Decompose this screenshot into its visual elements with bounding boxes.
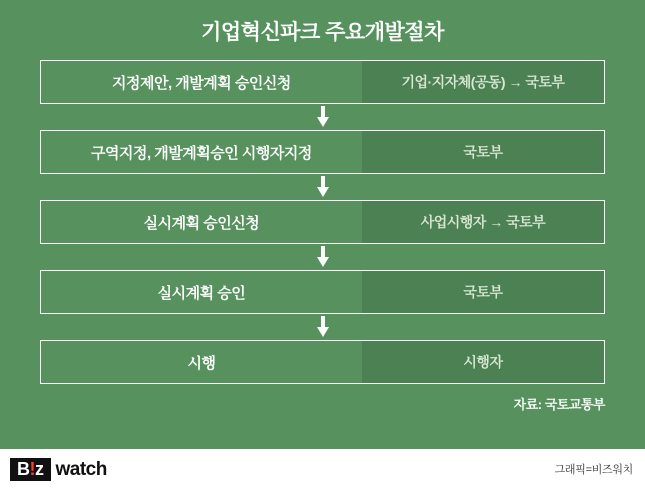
- flow-step-5-label: 시행: [187, 354, 216, 372]
- flow-step-4: [40, 270, 605, 314]
- flow-step-3: [40, 200, 605, 244]
- logo-text: watch: [55, 458, 107, 480]
- flow-arrow-3: [40, 244, 605, 270]
- page-title: 기업혁신파크 주요개발절차: [201, 21, 444, 44]
- graphic-credit: 그래픽=비즈워치: [554, 464, 633, 476]
- footer-bar: [0, 449, 645, 489]
- logo-mark-z: z: [35, 458, 44, 479]
- flow-step-3-actor: 사업시행자 → 국토부: [362, 201, 604, 243]
- flow-step-2: [40, 130, 605, 174]
- flow-arrow-2: [40, 174, 605, 200]
- arrow-down-icon: [317, 176, 329, 198]
- bizwatch-logo: [10, 458, 107, 481]
- flow-arrow-1: [40, 104, 605, 130]
- arrow-down-icon: [317, 246, 329, 268]
- flow-step-3-label: 실시계획 승인신청: [143, 214, 260, 232]
- flow-step-4-label: 실시계획 승인: [157, 284, 246, 302]
- source-note: 자료: 국토교통부: [513, 397, 605, 412]
- flow-arrow-4: [40, 314, 605, 340]
- arrow-down-icon: [317, 106, 329, 128]
- logo-mark: [10, 458, 51, 481]
- flow-step-4-actor: 국토부: [362, 271, 604, 313]
- flow-step-1-actor: 기업·지자체(공동) → 국토부: [362, 61, 604, 103]
- flow-step-1-label: 지정제안, 개발계획 승인신청: [112, 74, 291, 92]
- process-flow: [0, 60, 645, 384]
- logo-mark-exclamation: !: [29, 458, 35, 479]
- flow-step-2-label: 구역지정, 개발계획승인 시행자지정: [91, 144, 312, 162]
- arrow-down-icon: [317, 316, 329, 338]
- flow-step-5-actor: 시행자: [362, 341, 604, 383]
- logo-mark-b: B: [17, 458, 30, 479]
- flow-step-2-actor: 국토부: [362, 131, 604, 173]
- flow-step-5: [40, 340, 605, 384]
- flow-step-1: [40, 60, 605, 104]
